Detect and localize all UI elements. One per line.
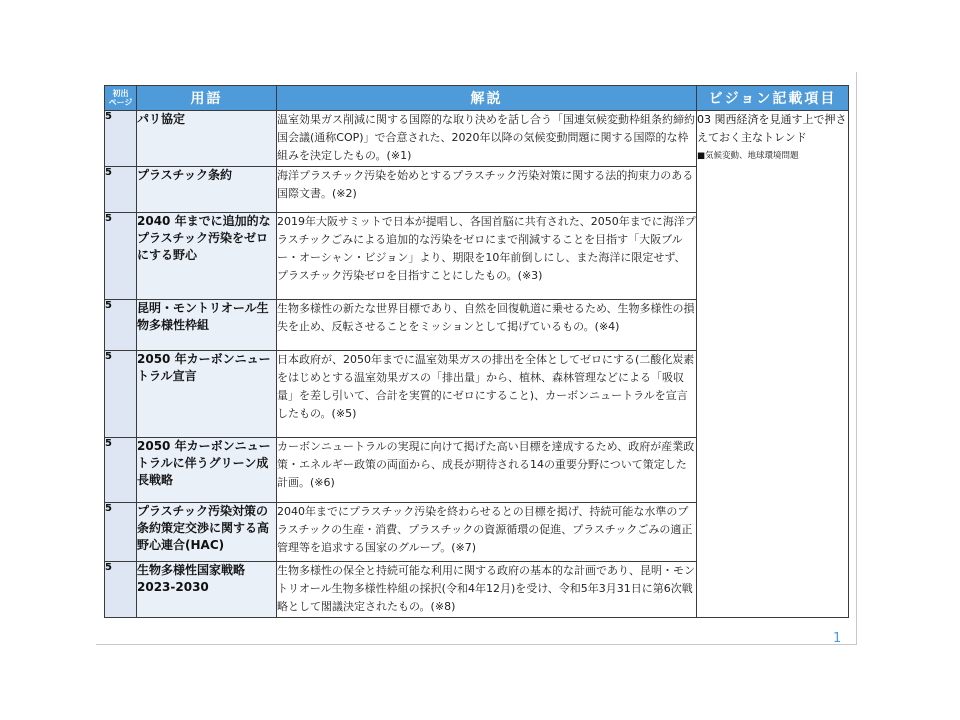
row-term: 2050 年カーボンニュートラルに伴うグリーン成長戦略 [137,438,277,503]
vision-main-text: 03 関西経済を見通す上で押さえておく主なトレンド [697,113,847,144]
row-page: 5 [105,503,137,562]
page-number: 1 [833,631,842,646]
row-term: パリ協定 [137,111,277,167]
row-term: 生物多様性国家戦略 2023-2030 [137,562,277,618]
row-page: 5 [105,351,137,438]
table-header-row [105,86,849,111]
header-term: 用語 [137,86,277,111]
header-first-page: 初出 ページ [105,86,137,111]
row-term: 昆明・モントリオール生物多様性枠組 [137,300,277,351]
row-page: 5 [105,111,137,167]
row-description: 温室効果ガス削減に関する国際的な取り決めを話し合う「国連気候変動枠組条約締約国会議(通称COP)」で合意された、2020年以降の気候変動問題に関する国際的な枠組みを決定したもの。(※1) [277,111,697,167]
row-description: 生物多様性の保全と持続可能な利用に関する政府の基本的な計画であり、昆明・モントリオール生物多様性枠組の採択(令和4年12月)を受け、令和5年3月31日に第6次戦略として閣議決定されたもの。(※8) [277,562,697,618]
row-description: 日本政府が、2050年までに温室効果ガスの排出を全体としてゼロにする(二酸化炭素をはじめとする温室効果ガスの「排出量」から、植林、森林管理などによる「吸収量」を差し引いて、合計を実質的にゼロにすること)、カーボンニュートラルを宣言したもの。(※5) [277,351,697,438]
row-page: 5 [105,300,137,351]
table-row [105,111,849,167]
row-page: 5 [105,438,137,503]
header-vision: ビジョン記載項目 [697,86,849,111]
row-description: 2019年大阪サミットで日本が提唱し、各国首脳に共有された、2050年までに海洋プラスチックごみによる追加的な汚染をゼロにまで削減することを目指す「大阪ブルー・オーシャン・ビジョン」より、期限を10年前倒しにし、また海洋に限定せず、プラスチック汚染ゼロを目指すことにしたもの。(※3) [277,213,697,300]
row-page: 5 [105,213,137,300]
row-term: 2050 年カーボンニュートラル宣言 [137,351,277,438]
row-term: プラスチック条約 [137,167,277,213]
row-description: 海洋プラスチック汚染を始めとするプラスチック汚染対策に関する法的拘束力のある国際文書。(※2) [277,167,697,213]
header-description: 解説 [277,86,697,111]
row-description: 生物多様性の新たな世界目標であり、自然を回復軌道に乗せるため、生物多様性の損失を止め、反転させることをミッションとして掲げているもの。(※4) [277,300,697,351]
vision-cell [697,111,849,618]
row-page: 5 [105,562,137,618]
row-term: プラスチック汚染対策の条約策定交渉に関する高野心連合(HAC) [137,503,277,562]
row-description: カーボンニュートラルの実現に向けて掲げた高い目標を達成するため、政府が産業政策・エネルギー政策の両面から、成長が期待される14の重要分野について策定した計画。(※6) [277,438,697,503]
row-term: 2040 年までに追加的なプラスチック汚染をゼロにする野心 [137,213,277,300]
glossary-table [104,85,849,618]
row-description: 2040年までにプラスチック汚染を終わらせるとの目標を掲げ、持続可能な水準のプラスチックの生産・消費、プラスチックの資源循環の促進、プラスチックごみの適正管理等を追求する国家のグループ。(※7) [277,503,697,562]
vision-sub-text: ■気候変動、地球環境問題 [697,151,799,161]
row-page: 5 [105,167,137,213]
